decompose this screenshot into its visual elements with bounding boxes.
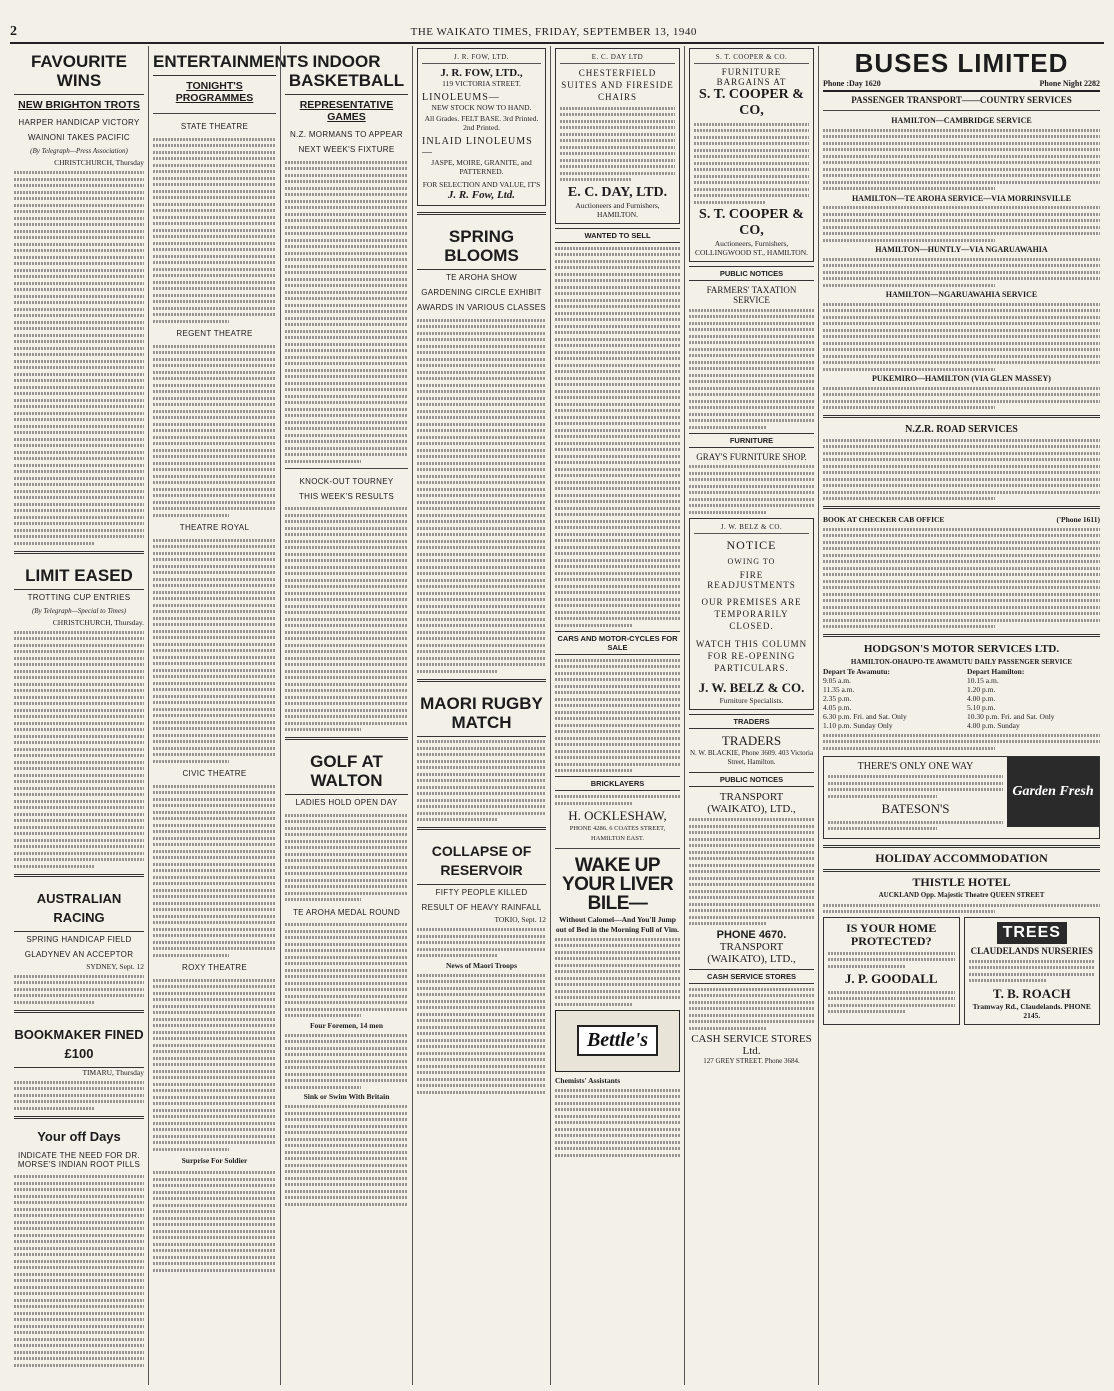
timetable-text <box>823 528 1100 629</box>
subhead-representative-games: REPRESENTATIVE GAMES <box>299 99 394 123</box>
classified-text <box>555 247 680 627</box>
article-text <box>153 1171 276 1272</box>
classified-text <box>555 1089 680 1157</box>
ad-ec-day <box>555 48 680 224</box>
protected-headline: IS YOUR HOME PROTECTED? <box>846 921 937 948</box>
ad-name: E. C. DAY, LTD. <box>567 184 668 200</box>
headline-indoor-basketball: INDOOR BASKETBALL <box>285 46 408 95</box>
service-checker-cab: BOOK AT CHECKER CAB OFFICE <box>823 515 945 524</box>
article-text <box>153 539 276 763</box>
traders-title: TRADERS <box>721 732 782 748</box>
divider <box>417 679 546 682</box>
buses-title: BUSES LIMITED <box>854 48 1069 78</box>
ad-text <box>969 960 1096 983</box>
section-surprise-soldier: Surprise For Soldier <box>181 1156 248 1165</box>
ad-trees <box>964 917 1101 1025</box>
ad-header: S. T. COOPER & CO. <box>694 53 809 64</box>
dateline: SYDNEY, Sept. 12 <box>86 961 144 971</box>
ad-text <box>828 991 955 1014</box>
subhead-ladies-open-day: LADIES HOLD OPEN DAY <box>295 798 398 807</box>
ad-inlaid: INLAID LINOLEUMS— <box>422 136 533 158</box>
divider <box>14 551 144 554</box>
headline-collapse-reservoir: COLLAPSE OF RESERVOIR <box>417 836 546 885</box>
time: 5.10 p.m. <box>967 703 996 712</box>
headline-spring-blooms: SPRING BLOOMS <box>417 221 546 270</box>
bricklayer-phone: PHONE 4286. 6 COATES STREET, HAMILTON EAST. <box>569 825 666 842</box>
subhead-knockout: KNOCK-OUT TOURNEY <box>299 476 394 486</box>
thistle-text <box>823 904 1100 914</box>
divider <box>417 212 546 215</box>
headline-golf-walton: GOLF AT WALTON <box>285 746 408 795</box>
farmers-taxation: FARMERS' TAXATION SERVICE <box>706 285 797 305</box>
classified-text <box>555 795 680 805</box>
subhead-gardening-circle: GARDENING CIRCLE EXHIBIT <box>421 288 542 297</box>
subhead-maori-troops: News of Maori Troops <box>445 960 518 970</box>
classified-header-traders: TRADERS <box>689 714 814 729</box>
time: 1.20 p.m. <box>967 685 996 694</box>
roach-name: T. B. ROACH <box>992 985 1071 1001</box>
gf-body <box>828 775 1003 798</box>
ad-linoleums: LINOLEUMS— <box>422 92 500 103</box>
article-text <box>14 975 144 1004</box>
subhead-gladynev: GLADYNEV AN ACCEPTOR <box>24 949 134 959</box>
column-fow-spring <box>412 46 550 1385</box>
service-pukemiro: PUKEMIRO—HAMILTON (VIA GLEN MASSEY) <box>872 374 1051 383</box>
transport-title: TRANSPORT (WAIKATO), LTD., <box>707 790 796 815</box>
ad-line: JASPE, MOIRE, GRANITE, and PATTERNED. <box>431 158 532 176</box>
classified-text <box>555 659 680 773</box>
article-text <box>417 740 546 821</box>
gf-headline: THERE'S ONLY ONE WAY <box>857 760 974 772</box>
divider <box>14 874 144 877</box>
classified-header-cash: CASH SERVICE STORES <box>689 969 814 984</box>
headline-favourite-wins: FAVOURITE WINS <box>14 46 144 95</box>
article-text <box>153 345 276 517</box>
buses-phones <box>823 79 1100 92</box>
divider <box>14 1116 144 1119</box>
classified-text <box>689 309 814 429</box>
article-text <box>417 928 546 957</box>
ad-text <box>555 938 680 1006</box>
article-text <box>285 507 408 731</box>
byline: (By Telegraph—Special to Times) <box>31 606 127 615</box>
headline-australian-racing: AUSTRALIAN RACING <box>14 883 144 932</box>
subhead-wainoni: WAINONI TAKES PACIFIC <box>27 133 130 142</box>
classified-text <box>689 465 814 514</box>
thistle-hotel: THISTLE HOTEL <box>912 874 1011 889</box>
article-text <box>285 923 408 1017</box>
gf-batesons: BATESON'S <box>881 801 950 816</box>
time: 10.15 a.m. <box>967 676 999 685</box>
timetable-text <box>823 258 1100 287</box>
article-text <box>14 171 144 545</box>
classified-header-bricklayers: BRICKLAYERS <box>555 776 680 791</box>
divider <box>555 848 680 849</box>
article-text <box>153 979 276 1151</box>
time: 4.00 p.m. <box>967 694 996 703</box>
ad-header: J. R. FOW, LTD. <box>422 53 541 64</box>
notice-line: WATCH THIS COLUMN FOR RE-OPENING PARTICULARS. <box>695 638 808 673</box>
ad-name: S. T. COOPER & CO, <box>699 207 804 238</box>
ad-goodall <box>823 917 960 1025</box>
ad-text <box>560 107 675 182</box>
section-regent-theatre: REGENT THEATRE <box>176 329 253 338</box>
timetable-text <box>823 303 1100 371</box>
classified-header-wanted: WANTED TO SELL <box>555 228 680 243</box>
timetable-text <box>823 439 1100 501</box>
goodall-name: J. P. GOODALL <box>844 971 938 986</box>
time: 9.05 a.m. <box>823 676 851 685</box>
timetable-text <box>823 387 1100 410</box>
ad-line: FOR SELECTION AND VALUE, IT'S <box>422 180 541 189</box>
divider <box>823 415 1100 418</box>
claudelands-nurseries: CLAUDELANDS NURSERIES <box>970 946 1093 956</box>
subhead-cup-entries: TROTTING CUP ENTRIES <box>27 592 131 602</box>
headline-entertainments: ENTERTAINMENTS <box>153 46 276 76</box>
subhead-harper: HARPER HANDICAP VICTORY <box>18 118 140 127</box>
column-entertainments <box>148 46 309 1385</box>
timetable-text <box>823 734 1100 750</box>
heading-chemists: Chemists' Assistants <box>555 1075 621 1085</box>
ad-line: All Grades. FELT BASE. 3rd Printed. 2nd Printed. <box>424 114 539 132</box>
checker-cab-row <box>823 515 1100 524</box>
divider <box>285 468 408 469</box>
subhead-te-aroha-show: TE AROHA SHOW <box>445 273 518 282</box>
dateline: TOKIO, Sept. 12 <box>494 915 546 924</box>
classified-header-furniture: FURNITURE <box>689 433 814 448</box>
subhead-te-aroha-medal: TE AROHA MEDAL ROUND <box>292 907 401 917</box>
time: 1.10 p.m. Sunday Only <box>823 721 893 730</box>
service-nzr: N.Z.R. ROAD SERVICES <box>905 424 1018 435</box>
column-basketball <box>280 46 412 1385</box>
ad-name: S. T. COOPER & CO, <box>699 87 804 118</box>
divider <box>823 110 1100 111</box>
headline-maori-rugby: MAORI RUGBY MATCH <box>417 688 546 737</box>
article-text <box>153 138 276 323</box>
article-text <box>285 1034 408 1089</box>
subhead-root-pills: INDICATE THE NEED FOR DR. MORSE'S INDIAN ROOT PILLS <box>17 1150 141 1169</box>
phone-day: Phone :Day 1620 <box>823 79 881 88</box>
transport-title-2: TRANSPORT (WAIKATO), LTD., <box>707 940 796 965</box>
subhead-awards: AWARDS IN VARIOUS CLASSES <box>417 303 547 312</box>
page-title: THE WAIKATO TIMES, FRIDAY, SEPTEMBER 13, 1940 <box>410 26 697 38</box>
time: 4.00 p.m. Sunday <box>967 721 1020 730</box>
tt-left-head: Depart Te Awamutu: <box>823 667 890 676</box>
section-state-theatre: STATE THEATRE <box>180 122 249 131</box>
time: 4.05 p.m. <box>823 703 852 712</box>
thistle-line: AUCKLAND Opp. Majestic Theatre QUEEN STREET <box>878 890 1045 899</box>
roach-sub: Tramway Rd., Claudelands. PHONE 2145. <box>972 1001 1091 1020</box>
subhead-spring-handicap: SPRING HANDICAP FIELD <box>26 934 132 944</box>
classified-text <box>689 988 814 1030</box>
headline-bookmaker-fined: BOOKMAKER FINED £100 <box>14 1019 144 1068</box>
ad-garden-fresh <box>823 756 1100 839</box>
ad-belz <box>689 518 814 710</box>
divider <box>823 506 1100 509</box>
article-text <box>285 814 408 902</box>
ad-bettles-cough-cure <box>555 1010 680 1072</box>
ad-header: E. C. DAY LTD <box>560 53 675 64</box>
service-hodgsons-sub: HAMILTON-OHAUPO-TE AWAMUTU DAILY PASSENGER SERVICE <box>850 658 1073 666</box>
ad-signature: J. R. Fow, Ltd. <box>447 189 516 201</box>
dateline: TIMARU, Thursday <box>82 1067 144 1077</box>
section-civic-theatre: CIVIC THEATRE <box>182 769 247 778</box>
gf-text <box>824 757 1007 838</box>
timetable-text <box>823 206 1100 242</box>
hodgsons-timetable <box>823 667 1100 730</box>
headline-off-days: Your off Days <box>37 1128 121 1144</box>
divider <box>153 113 276 114</box>
ad-address: 119 VICTORIA STREET. <box>442 79 521 88</box>
time: 6.30 p.m. Fri. and Sat. Only <box>823 712 907 721</box>
divider <box>14 1010 144 1013</box>
ad-jr-fow <box>417 48 546 206</box>
section-roxy-theatre: ROXY THEATRE <box>182 963 247 972</box>
headline-limit-eased: LIMIT EASED <box>14 560 144 590</box>
column-buses <box>818 46 1104 1385</box>
service-huntly: HAMILTON—HUNTLY—VIA NGARUAWAHIA <box>875 245 1048 254</box>
ad-st-cooper <box>689 48 814 262</box>
column-classifieds-2 <box>684 46 818 1385</box>
column-sports <box>10 46 148 1385</box>
bettles-logo: Bettle's <box>577 1025 658 1056</box>
classified-header-public-notices: PUBLIC NOTICES <box>689 266 814 281</box>
article-text <box>153 785 276 957</box>
holiday-accommodation: HOLIDAY ACCOMMODATION <box>823 845 1100 872</box>
subhead-tonights-programmes: TONIGHT'S PROGRAMMES <box>175 80 254 104</box>
article-text <box>417 319 546 673</box>
time: 11.35 a.m. <box>823 685 855 694</box>
subhead-next-week: NEXT WEEK'S FIXTURE <box>298 145 395 154</box>
top-rule <box>10 42 1104 44</box>
classified-header-public-notices-2: PUBLIC NOTICES <box>689 772 814 787</box>
ad-line: NEW STOCK NOW TO HAND. <box>431 103 532 112</box>
tt-right-head: Depart Hamilton: <box>967 667 1025 676</box>
dateline: CHRISTCHURCH, Thursday. <box>52 617 144 627</box>
subhead-mormans: N.Z. MORMANS TO APPEAR <box>290 130 403 139</box>
masthead <box>10 24 1104 40</box>
cash-stores: CASH SERVICE STORES Ltd. <box>691 1033 812 1057</box>
divider <box>417 827 546 830</box>
dateline: CHRISTCHURCH, Thursday <box>54 158 144 167</box>
service-ngaruawahia: HAMILTON—NGARUAWAHIA SERVICE <box>885 290 1038 299</box>
bricklayer-name: H. OCKLESHAW, <box>568 808 667 823</box>
transport-text <box>689 818 814 925</box>
ad-header: J. W. BELZ & CO. <box>694 523 809 534</box>
article-text <box>417 974 546 1094</box>
buses-banner: PASSENGER TRANSPORT——COUNTRY SERVICES <box>851 95 1072 105</box>
garden-fresh-logo: Garden Fresh <box>1007 757 1099 827</box>
ad-text <box>828 952 955 968</box>
subhead-results: THIS WEEK'S RESULTS <box>298 491 395 501</box>
subhead-fifty-killed: FIFTY PEOPLE KILLED <box>435 888 528 897</box>
trees-banner: TREES <box>997 922 1067 944</box>
service-cambridge: HAMILTON—CAMBRIDGE SERVICE <box>891 116 1032 125</box>
grays-furniture: GRAY'S FURNITURE SHOP. <box>696 451 807 462</box>
page-number: 2 <box>10 24 18 39</box>
section-theatre-royal: THEATRE ROYAL <box>179 523 250 532</box>
checker-cab-phone: ('Phone 1611) <box>1056 515 1100 524</box>
ad-wake-sub: Without Calomel—And You'll Jump out of Bed in the Morning Full of Vim. <box>555 915 680 934</box>
time: 10.30 p.m. Fri. and Sat. Only <box>967 712 1055 721</box>
notice-line: FIRE READJUSTMENTS <box>707 569 796 590</box>
notice-sub: Furniture Specialists. <box>719 695 784 705</box>
phone-night: Phone Night 2282 <box>1039 79 1100 88</box>
ad-title: FURNITURE BARGAINS AT <box>716 67 787 87</box>
subhead-new-brighton: NEW BRIGHTON TROTS <box>18 99 140 111</box>
ad-sub: Auctioneers and Furnishers, HAMILTON. <box>575 200 660 219</box>
notice-line: OUR PREMISES ARE TEMPORARILY CLOSED. <box>701 596 802 631</box>
traders-address: N. W. BLACKIE, Phone 3609. 403 Victoria Street, Hamilton. <box>689 748 814 766</box>
cash-address: 127 GREY STREET. Phone 3684. <box>703 1057 800 1065</box>
notice-title: NOTICE <box>726 537 777 552</box>
byline: (By Telegraph—Press Association) <box>30 147 128 155</box>
article-text <box>14 1081 144 1110</box>
gf-body <box>828 821 1003 831</box>
notice-name: J. W. BELZ & CO. <box>698 679 805 695</box>
divider <box>823 634 1100 637</box>
service-hodgsons: HODGSON'S MOTOR SERVICES LTD. <box>863 643 1060 655</box>
article-text <box>14 1175 144 1367</box>
ad-text <box>694 123 809 204</box>
article-text <box>14 631 144 868</box>
ad-title: J. R. FOW, LTD., <box>440 67 523 79</box>
article-text <box>285 1105 408 1206</box>
ad-title: CHESTERFIELD SUITES AND FIRESIDE CHAIRS <box>561 68 674 102</box>
timetable-right <box>967 667 1100 730</box>
divider <box>285 737 408 740</box>
bottom-ads <box>823 917 1100 1025</box>
subhead-sink-or-swim: Sink or Swim With Britain <box>303 1092 390 1101</box>
service-te-aroha: HAMILTON—TE AROHA SERVICE—VIA MORRINSVILLE <box>851 193 1072 203</box>
classified-header-cars: CARS AND MOTOR-CYCLES FOR SALE <box>555 631 680 655</box>
timetable-text <box>823 129 1100 191</box>
timetable-left <box>823 667 956 730</box>
column-classifieds-1 <box>550 46 684 1385</box>
subhead-heavy-rainfall: RESULT OF HEAVY RAINFALL <box>421 903 542 912</box>
article-text <box>285 161 408 463</box>
ad-sub: Auctioneers, Furnishers, COLLINGWOOD ST., HAMILTON. <box>695 239 808 257</box>
ad-wake-up-liver: WAKE UP YOUR LIVER BILE— <box>561 855 674 914</box>
notice-line: OWING TO <box>727 556 776 566</box>
subhead-four-foremen: Four Foremen, 14 men <box>309 1020 384 1030</box>
time: 2.35 p.m. <box>823 694 852 703</box>
transport-phone: PHONE 4670. <box>716 928 787 941</box>
